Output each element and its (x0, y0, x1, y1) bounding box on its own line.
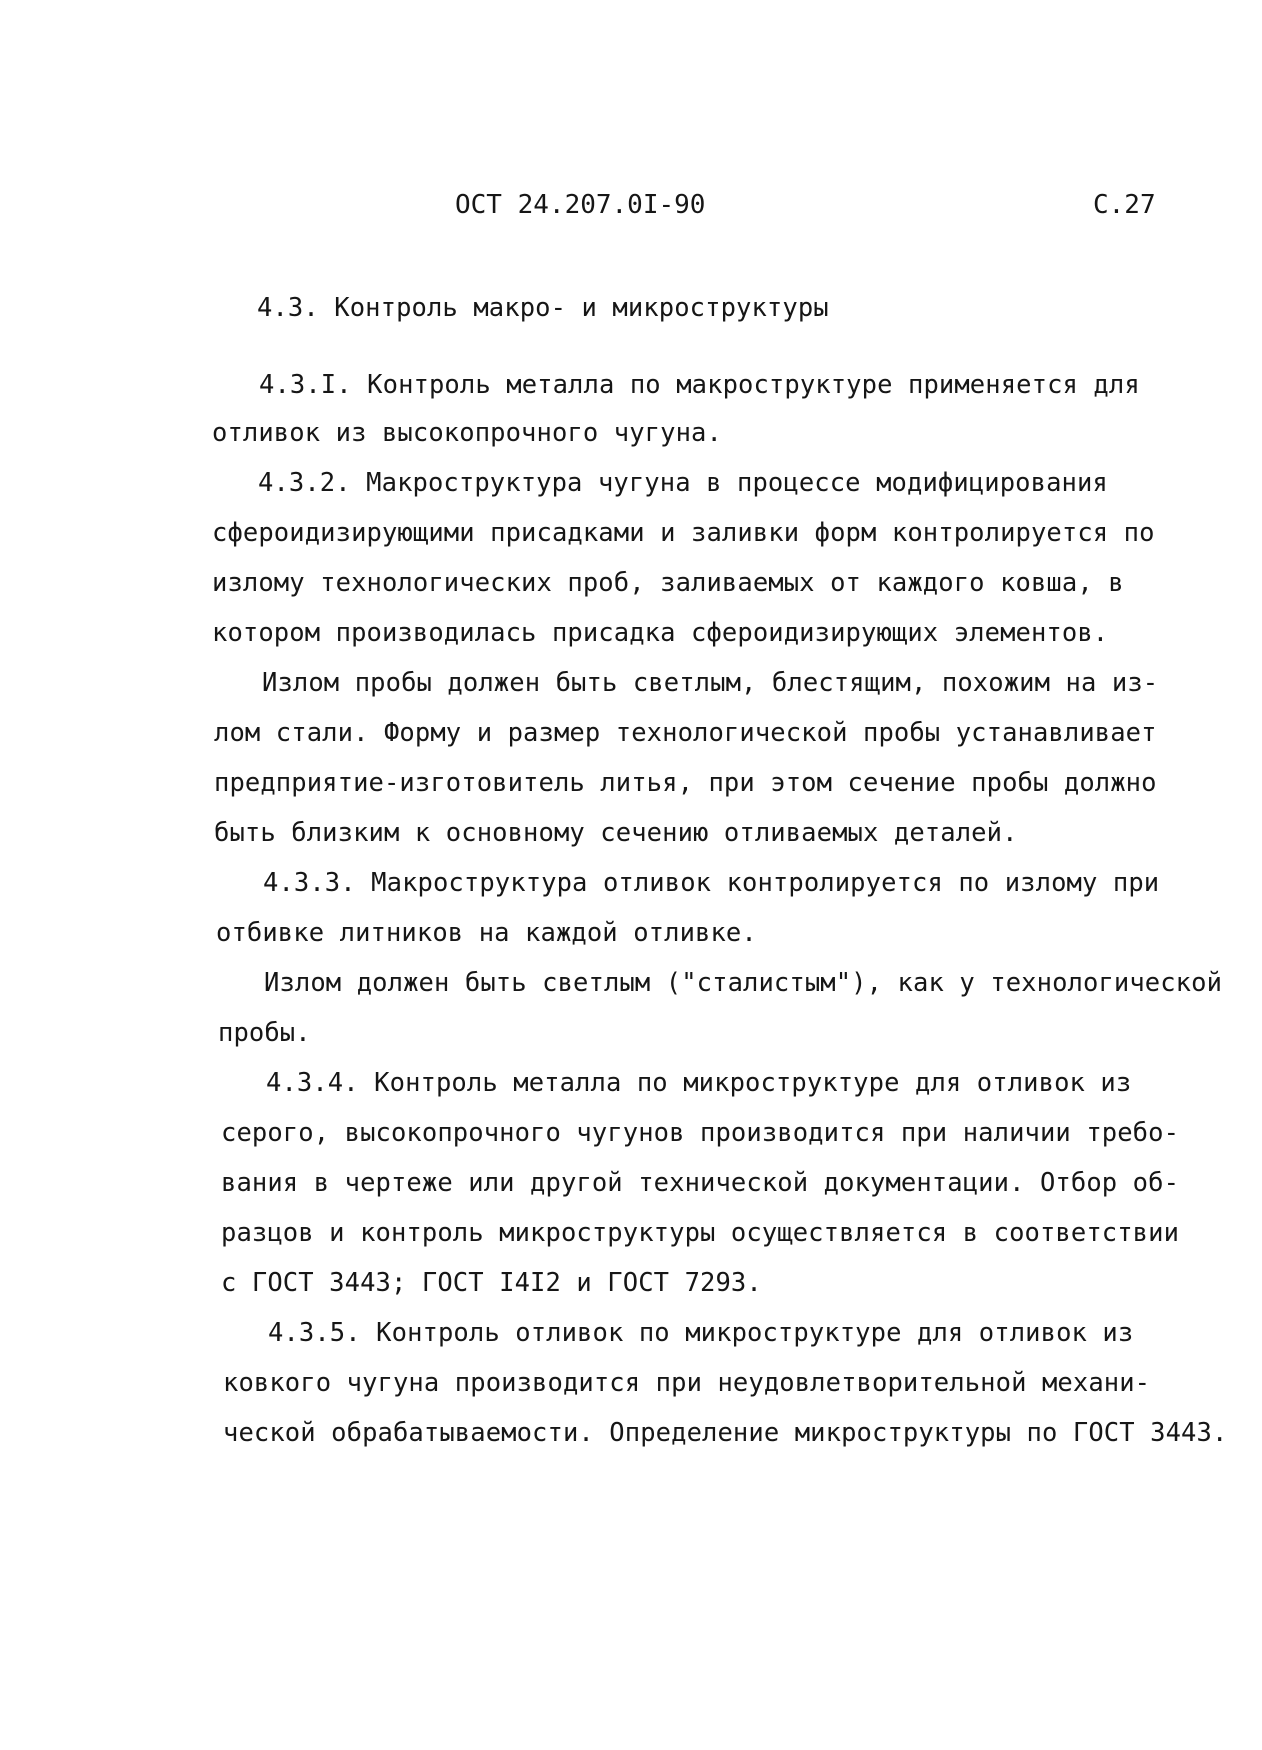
page-number: С.27 (1093, 190, 1156, 220)
section-heading: 4.3. Контроль макро- и микроструктуры (257, 293, 829, 323)
paragraph-line: ковкого чугуна производится при неудовлетворительной механи- (223, 1368, 1151, 1398)
paragraph-line: серого, высокопрочного чугунов производится при наличии требо- (221, 1118, 1180, 1148)
paragraph-line: быть близким к основному сечению отливаемых деталей. (214, 818, 1018, 848)
paragraph-line: вания в чертеже или другой технической документации. Отбор об- (221, 1168, 1180, 1198)
paragraph-line: 4.3.5. Контроль отливок по микроструктуре для отливок из (268, 1318, 1134, 1348)
paragraph-line: разцов и контроль микроструктуры осуществляется в соответствии (221, 1218, 1180, 1248)
paragraph-line: лом стали. Форму и размер технологической пробы устанавливает (214, 718, 1157, 748)
paragraph-line: излому технологических проб, заливаемых от каждого ковша, в (212, 568, 1124, 598)
paragraph-line: отливок из высокопрочного чугуна. (212, 418, 722, 448)
document-code: ОСТ 24.207.0I-90 (455, 190, 706, 220)
paragraph-line: с ГОСТ 3443; ГОСТ I4I2 и ГОСТ 7293. (221, 1268, 762, 1298)
paragraph-line: сфероидизирующими присадками и заливки форм контролируется по (212, 518, 1155, 548)
paragraph-line: 4.3.I. Контроль металла по макроструктуре применяется для (259, 370, 1140, 400)
paragraph-line: 4.3.4. Контроль металла по микроструктуре для отливок из (266, 1068, 1132, 1098)
paragraph-line: отбивке литников на каждой отливке. (216, 918, 757, 948)
paragraph-line: предприятие-изготовитель литья, при этом сечение пробы должно (214, 768, 1157, 798)
paragraph-line: 4.3.2. Макроструктура чугуна в процессе модифицирования (258, 468, 1108, 498)
paragraph-line: пробы. (218, 1018, 311, 1048)
paragraph-line: ческой обрабатываемости. Определение микроструктуры по ГОСТ 3443. (223, 1418, 1228, 1448)
paragraph-line: Излом пробы должен быть светлым, блестящим, похожим на из- (262, 668, 1159, 698)
paragraph-line: котором производилась присадка сфероидизирующих элементов. (212, 618, 1109, 648)
paragraph-line: 4.3.3. Макроструктура отливок контролируется по излому при (263, 868, 1160, 898)
paragraph-line: Излом должен быть светлым ("сталистым"), как у технологической (264, 968, 1223, 998)
